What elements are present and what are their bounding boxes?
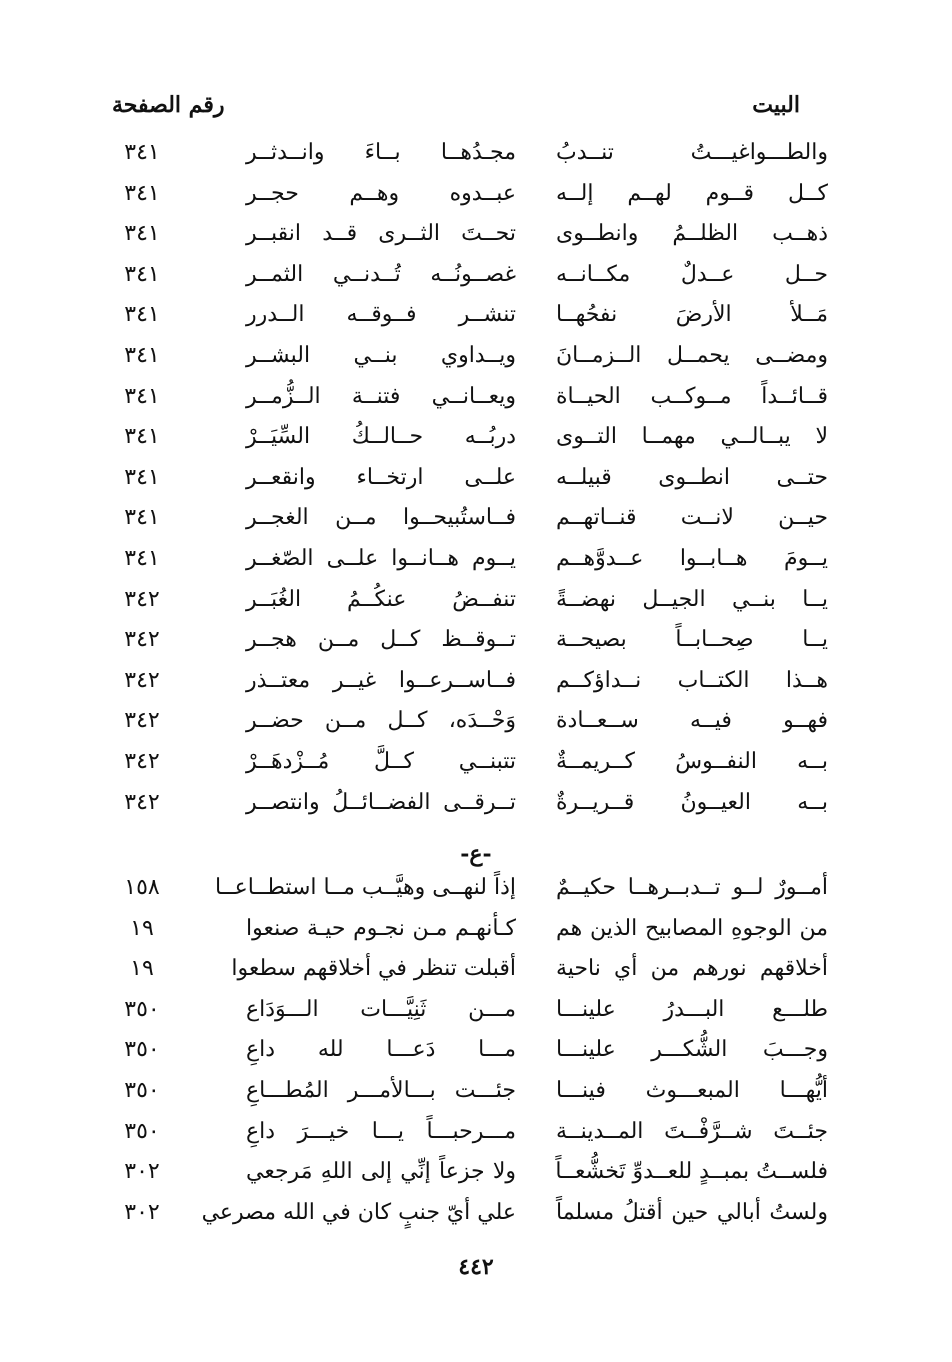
second-hemistich: مجـدُهــا بــاءَ وانــدثــر (246, 140, 516, 165)
column-header-row (100, 92, 800, 126)
second-hemistich: تــرقــى الفضــائــلُ وانتصــر (246, 789, 516, 815)
verse-row (100, 1193, 828, 1234)
second-hemistich: وَحْــدَه، كــل مــن حضــر (246, 708, 516, 734)
second-hemistich: يــوم هــانــوا علــى الصّغــر (246, 545, 516, 571)
page-reference: ٣٤٢ (124, 708, 160, 734)
first-hemistich: بــه العيــونُ قــريــرةٌ (556, 789, 828, 815)
first-hemistich: فهــو فيــه ســعــادة (556, 708, 828, 734)
first-hemistich: يــا صِحــابــاً بصيحــة (556, 627, 828, 653)
second-hemistich: فــاســرعــوا غيــر معتــذر (246, 667, 516, 693)
page-number-footer: ٤٤٢ (458, 1254, 494, 1280)
verse-row (100, 783, 828, 824)
second-hemistich: تنشــر فــوقــه الــدرر (246, 302, 516, 328)
second-hemistich: ويعــانــي فتنــة الــزُّمــر (246, 383, 516, 409)
verse-row (100, 742, 828, 783)
second-hemistich: فــاستُبيحــوا مــن الغجــر (246, 505, 516, 531)
first-hemistich: حيــن لانــت قنــاتهــم (556, 505, 828, 531)
first-hemistich: لا يبــالــي مهمــا التــوى (556, 424, 828, 450)
verse-row (100, 1112, 828, 1153)
verse-index-section-1 (100, 133, 828, 823)
verse-row (100, 255, 828, 296)
first-hemistich: ومضــى يحمــل الــزمــانَ (556, 342, 828, 368)
second-hemistich: مـــرحبـــاً يـــا خيـــرَ داعِ (246, 1118, 516, 1144)
first-hemistich: بــه النفــوسُ كــريمــةٌ (556, 748, 828, 774)
verse-row (100, 661, 828, 702)
second-hemistich: تحــتَ الثــرى قــد انقبــر (246, 221, 516, 247)
first-hemistich: طلـــع البـــدرُ علينـــا (556, 996, 828, 1022)
second-hemistich: غصــونُــه تُــدنــي الثمــر (246, 261, 516, 287)
first-hemistich: قــائــداً مــوكــب الحيــاة (556, 383, 828, 409)
second-hemistich: تتبنــي كــلَّ مُــزْدهَــرْ (246, 748, 516, 774)
first-hemistich: أخلاقهم نورهم من أي ناحية (556, 956, 828, 982)
page-reference: ٣٤١ (124, 302, 160, 328)
second-hemistich: جئـــت بـــالأمـــر المُطـــاعِ (246, 1077, 516, 1103)
page-reference: ٣٤١ (124, 383, 160, 409)
second-hemistich: علي أيّ جنبٍ كان في الله مصرعي (201, 1199, 516, 1225)
page-reference: ٣٤٢ (124, 627, 160, 653)
verse-row (100, 417, 828, 458)
page-reference: ٣٤٢ (124, 667, 160, 693)
verse-row (100, 458, 828, 499)
page-reference: ٣٤١ (124, 464, 160, 490)
first-hemistich: حتــى انطــوى قبيلــه (556, 464, 828, 490)
page-reference: ٣٤١ (124, 261, 160, 287)
page-reference: ٣٤٢ (124, 586, 160, 612)
verse-row (100, 1030, 828, 1071)
page-reference: ٣٤١ (124, 221, 160, 247)
first-hemistich: يــا بنــي الجيــل نهضــةً (556, 586, 828, 612)
second-hemistich: إذاً لنهــى وهيَّــب مــا استطــاعــا (215, 875, 516, 900)
verse-row (100, 701, 828, 742)
page-reference: ٣٠٢ (124, 1159, 160, 1185)
page-reference: ٣٤١ (124, 140, 160, 165)
verse-row (100, 868, 828, 909)
first-hemistich: فلســتُ بمبــدٍ للعــدوِّ تَخشُّعــاً (555, 1159, 828, 1185)
page-number-column-header: رقم الصفحة (112, 92, 225, 118)
verse-index-section-2 (100, 868, 828, 1233)
verse-row (100, 1071, 828, 1112)
page-reference: ٣٤١ (124, 342, 160, 368)
verse-row (100, 949, 828, 990)
page-reference: ٣٤١ (124, 545, 160, 571)
verse-row (100, 377, 828, 418)
verse-row (100, 295, 828, 336)
verse-row (100, 620, 828, 661)
second-hemistich: أقبلت تنظر في أخلاقهم سطعوا (231, 956, 516, 982)
verse-row (100, 909, 828, 950)
verse-row (100, 214, 828, 255)
first-hemistich: هــذا الكتــاب نــداؤكــم (556, 667, 828, 693)
page-reference: ٣٤٢ (124, 748, 160, 774)
second-hemistich: مـــا دَعـــا لله داعِ (246, 1037, 516, 1063)
section-separator: -ع- (460, 841, 492, 867)
verse-row (100, 133, 828, 174)
first-hemistich: ذهــب الظلــمُ وانطــوى (556, 221, 828, 247)
verse-row (100, 580, 828, 621)
first-hemistich: أمــورٌ لــو تــدبــرهــا حكيــمٌ (556, 875, 828, 900)
first-hemistich: وجـــبَ الشُّكـــر علينـــا (556, 1037, 828, 1063)
second-hemistich: كـأنهـم مـن نجـوم حيـة صنعوا (246, 915, 516, 941)
second-hemistich: عبــدوه وهــم حجــر (246, 180, 516, 206)
first-hemistich: حــل عــدلٌ مكــانــه (556, 261, 828, 287)
page-reference: ٣٤٢ (124, 789, 160, 815)
second-hemistich: ويــداوي بنــي البشــر (246, 342, 516, 368)
page-reference: ٣٥٠ (124, 1037, 160, 1063)
verse-row (100, 336, 828, 377)
page-reference: ٣٥٠ (124, 996, 160, 1022)
page-reference: ٣٥٠ (124, 1118, 160, 1144)
verse-row (100, 990, 828, 1031)
first-hemistich: كــل قــوم لهــم إلــه (556, 180, 828, 206)
first-hemistich: مَــلأ الأرضَ نفحُهــا (556, 302, 828, 328)
first-hemistich: من الوجوهِ المصابيح الذين هم (556, 915, 828, 941)
second-hemistich: تــوقــظ كــل مــن هجــر (246, 627, 516, 653)
page-reference: ٣٤١ (124, 180, 160, 206)
first-hemistich: والطـــواغيـــتُ تنــدبُ (556, 140, 828, 165)
verse-row (100, 498, 828, 539)
verse-column-header: البيت (752, 92, 800, 118)
verse-row (100, 539, 828, 580)
first-hemistich: ولستُ أبالي حين أقتلُ مسلماً (556, 1199, 828, 1225)
second-hemistich: دربُــه حــالــكُ السِّيَــرْ (246, 424, 516, 450)
second-hemistich: ولا جزعاً إنِّي إلى اللهِ مَرجعي (246, 1159, 516, 1185)
page-reference: ٣٤١ (124, 424, 160, 450)
second-hemistich: تنفــضُ عنكُــمُ الغُبَــر (246, 586, 516, 612)
page-reference: ١٩ (130, 956, 154, 982)
page-reference: ١٩ (130, 915, 154, 941)
page-reference: ٣٥٠ (124, 1077, 160, 1103)
second-hemistich: علــى ارتخــاء وانقعــر (246, 464, 516, 490)
verse-row (100, 174, 828, 215)
verse-row (100, 1152, 828, 1193)
first-hemistich: أيُّهـــا المبعـــوث فينـــا (556, 1077, 828, 1103)
first-hemistich: يــومَ هــابــوا عــدوَّهــم (556, 545, 828, 571)
page-reference: ٣٤١ (124, 505, 160, 531)
first-hemistich: جئــتَ شــرَّفْــتَ المــدينــة (556, 1118, 828, 1144)
page-reference: ٣٠٢ (124, 1199, 160, 1225)
second-hemistich: مـــن ثَنِيَّـــات الـــوَدَاع (246, 996, 516, 1022)
page-reference: ١٥٨ (124, 875, 160, 900)
